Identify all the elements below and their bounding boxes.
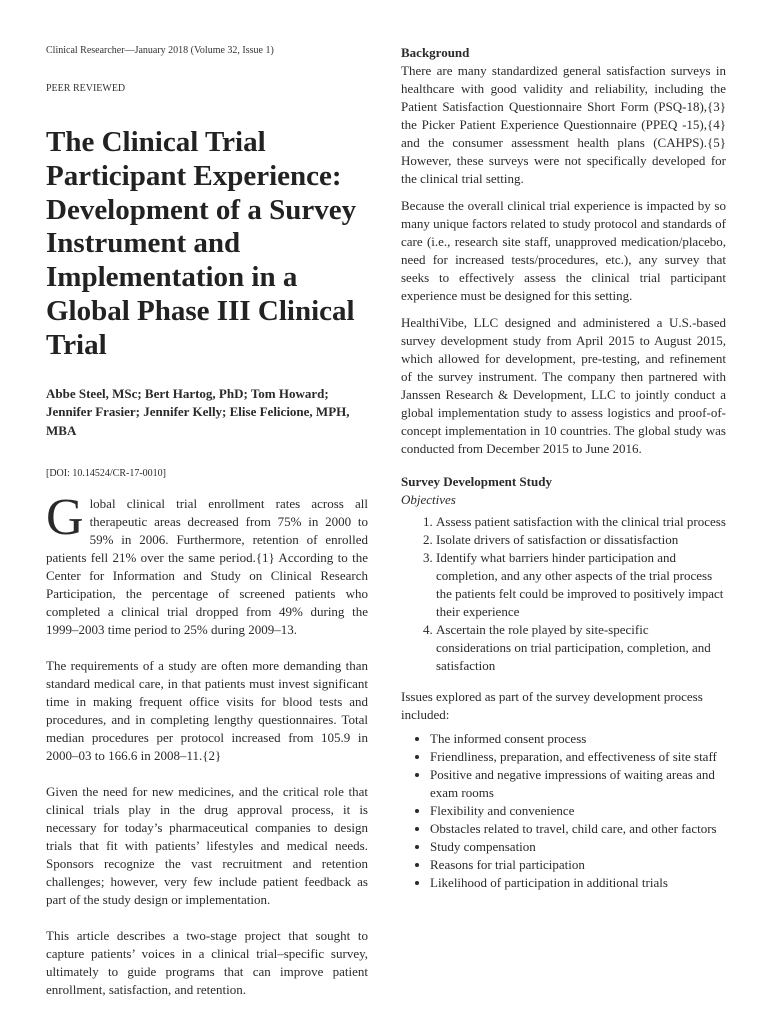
issue-item: • Likelihood of participation in additional trials bbox=[430, 874, 726, 892]
right-column bbox=[401, 44, 726, 892]
issues-list bbox=[401, 730, 726, 892]
issues-intro: Issues explored as part of the survey development process included: bbox=[401, 689, 703, 722]
issue-item: • The informed consent process bbox=[430, 730, 726, 748]
survey-study-heading: Survey Development Study bbox=[401, 474, 552, 489]
objective-item: 1. Assess patient satisfaction with the clinical trial process bbox=[436, 513, 726, 531]
background-paragraph: HealthiVibe, LLC designed and administered a U.S.-based survey development study from April 2015 to August 2015, which allowed for development, pre-testing, and refinement of the survey instrument. The company then partnered with Janssen Research & Development, LLC to jointly conduct a global implementation study to assess logistics and proof-of-concept implementation in 10 countries. The global study was conducted from December 2015 to June 2016. bbox=[401, 315, 726, 456]
intro-paragraph: The requirements of a study are often more demanding than standard medical care, in that patients must invest significant time in making frequent office visits for blood tests and procedures, and in completing lengthy questionnaires. Total median procedures per protocol increased from 105.9 in 2000–03 to 166.6 in 2008–11.{2} bbox=[46, 658, 368, 764]
issue-item: • Study compensation bbox=[430, 838, 726, 856]
intro-paragraph: Global clinical trial enrollment rates across all therapeutic areas decreased from 75% in 2000 to 59% in 2006. Furthermore, retention of enrolled patients fell 21% over the same period.{1} According to the Center for Information and Study on Clinical Research Participation, the percentage of screened patients who completed a clinical trial dropped from 49% during the 1999–2003 time period to 25% during 2009–13. bbox=[46, 489, 368, 638]
issue-item: • Positive and negative impressions of waiting areas and exam rooms bbox=[430, 766, 726, 802]
issue-item: • Obstacles related to travel, child care, and other factors bbox=[430, 820, 726, 838]
intro-paragraph: This article describes a two-stage project that sought to capture patients’ voices in a clinical trial–specific survey, ultimately to guide programs that can improve patient enrollment, satisfaction, and retention. bbox=[46, 928, 368, 998]
doi: [DOI: 10.14524/CR-17-0010] bbox=[46, 468, 166, 480]
objectives-list bbox=[401, 513, 726, 675]
objective-item: 2. Isolate drivers of satisfaction or dissatisfaction bbox=[436, 531, 726, 549]
author-list: Abbe Steel, MSc; Bert Hartog, PhD; Tom Howard; Jennifer Frasier; Jennifer Kelly; Elise Felicione, MPH, MBA bbox=[46, 385, 350, 438]
objective-item: 4. Ascertain the role played by site-specific considerations on trial participation, completion, and satisfaction bbox=[436, 621, 726, 675]
background-heading: Background bbox=[401, 45, 470, 60]
objectives-heading: Objectives bbox=[401, 492, 456, 507]
intro-paragraph: Given the need for new medicines, and the critical role that clinical trials play in the drug approval process, it is necessary for today’s pharmaceutical companies to design trials that fit with patients’ lifestyles and medical needs. Sponsors recognize the vast recruitment and retention challenges; however, very few include patient feedback as part of the study design or implementation. bbox=[46, 784, 368, 908]
background-paragraph: There are many standardized general satisfaction surveys in healthcare with good validity and reliability, including the Patient Satisfaction Questionnaire Short Form (PSQ-18),{3} the Picker Patient Experience Questionnaire (PPEQ -15),{4} and the consumer assessment health plans (CAHPS).{5} However, these surveys were not specifically developed for the clinical trial setting. bbox=[401, 63, 726, 186]
background-paragraph: Because the overall clinical trial experience is impacted by so many unique factors related to study protocol and standards of care (i.e., research site staff, unapproved medication/placebo, need for increased tests/procedures, etc.), any survey that seeks to effectively assess the clinical trial participant experience must be designed for this setting. bbox=[401, 198, 726, 303]
objective-item: 3. Identify what barriers hinder participation and completion, and any other aspects of the trial process the patients felt could be improved to positively impact their experience bbox=[436, 549, 726, 621]
section-label: PEER REVIEWED bbox=[46, 83, 126, 94]
article-title: The Clinical Trial Participant Experience: Development of a Survey Instrument and Implementation in a Global Phase III Clinical Trial bbox=[46, 126, 357, 361]
issue-item: • Reasons for trial participation bbox=[430, 856, 726, 874]
issue-item: • Flexibility and convenience bbox=[430, 802, 726, 820]
issue-item: • Friendliness, preparation, and effectiveness of site staff bbox=[430, 748, 726, 766]
left-column bbox=[46, 44, 368, 999]
running-head: Clinical Researcher—January 2018 (Volume 32, Issue 1) bbox=[46, 45, 274, 56]
